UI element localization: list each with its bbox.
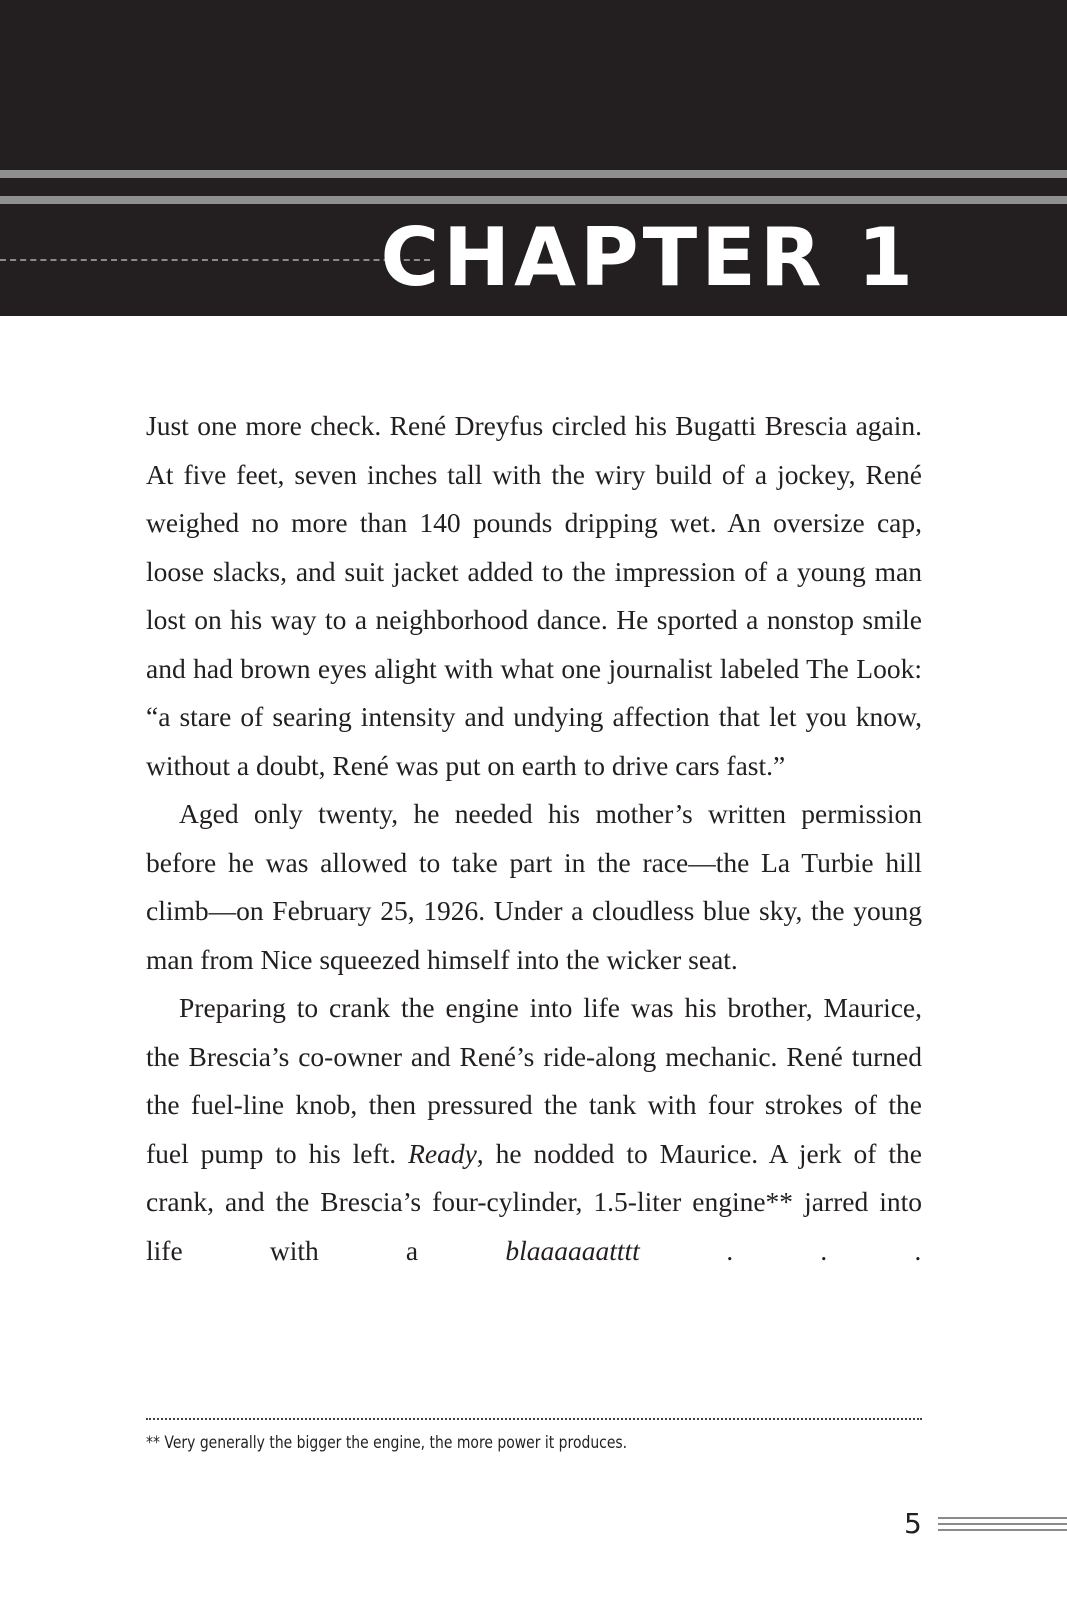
header-stripe-upper (0, 170, 1067, 178)
paragraph-2: Aged only twenty, he needed his mother’s written permission before he was allowed to take part in the race—the La Turbie hill climb—on February 25, 1926. Under a cloudless blue sky, the young man from Nice squeezed himself into the wicker seat. (146, 798, 922, 975)
header-stripe-lower (0, 196, 1067, 204)
footnote: ** Very generally the bigger the engine, the more power it produces. (146, 1433, 628, 1453)
paragraph-3-text-b: , he nodded to Maurice. A jerk of the crank, and the Brescia’s four-cylinder, 1.5-liter engine** jarred into life with a (146, 1137, 922, 1266)
chapter-title: CHAPTER 1 (380, 211, 917, 304)
chapter-header-band (0, 0, 1067, 316)
page-number: 5 (904, 1507, 922, 1540)
paragraph-3-text-a: Preparing to crank the engine into life was his brother, Maurice, the Brescia’s co-owner and René’s ride-along mechanic. René turned the fuel-line knob, then pressured the tank with four strokes of the fuel pump to his left. (146, 992, 922, 1169)
body-text (146, 402, 922, 1275)
paragraph-3 (146, 984, 922, 1275)
footnote-divider (146, 1418, 922, 1420)
paragraph-1: Just one more check. René Dreyfus circled his Bugatti Brescia again. At five feet, seven inches tall with the wiry build of a jockey, René weighed no more than 140 pounds dripping wet. An oversize cap, loose slacks, and suit jacket added to the impression of a young man lost on his way to a neighborhood dance. He sported a nonstop smile and had brown eyes alight with what one journalist labeled The Look: “a stare of searing intensity and undying affection that let you know, without a doubt, René was put on earth to drive cars fast.” (146, 410, 922, 781)
page-number-rule (938, 1517, 1067, 1519)
paragraph-3-ready: Ready (408, 1137, 477, 1169)
paragraph-3-sound: blaaaaaatttt . . . (505, 1234, 922, 1266)
page-number-rule (938, 1523, 1067, 1525)
page-number-rule (938, 1529, 1067, 1531)
header-dashed-line (0, 259, 430, 261)
